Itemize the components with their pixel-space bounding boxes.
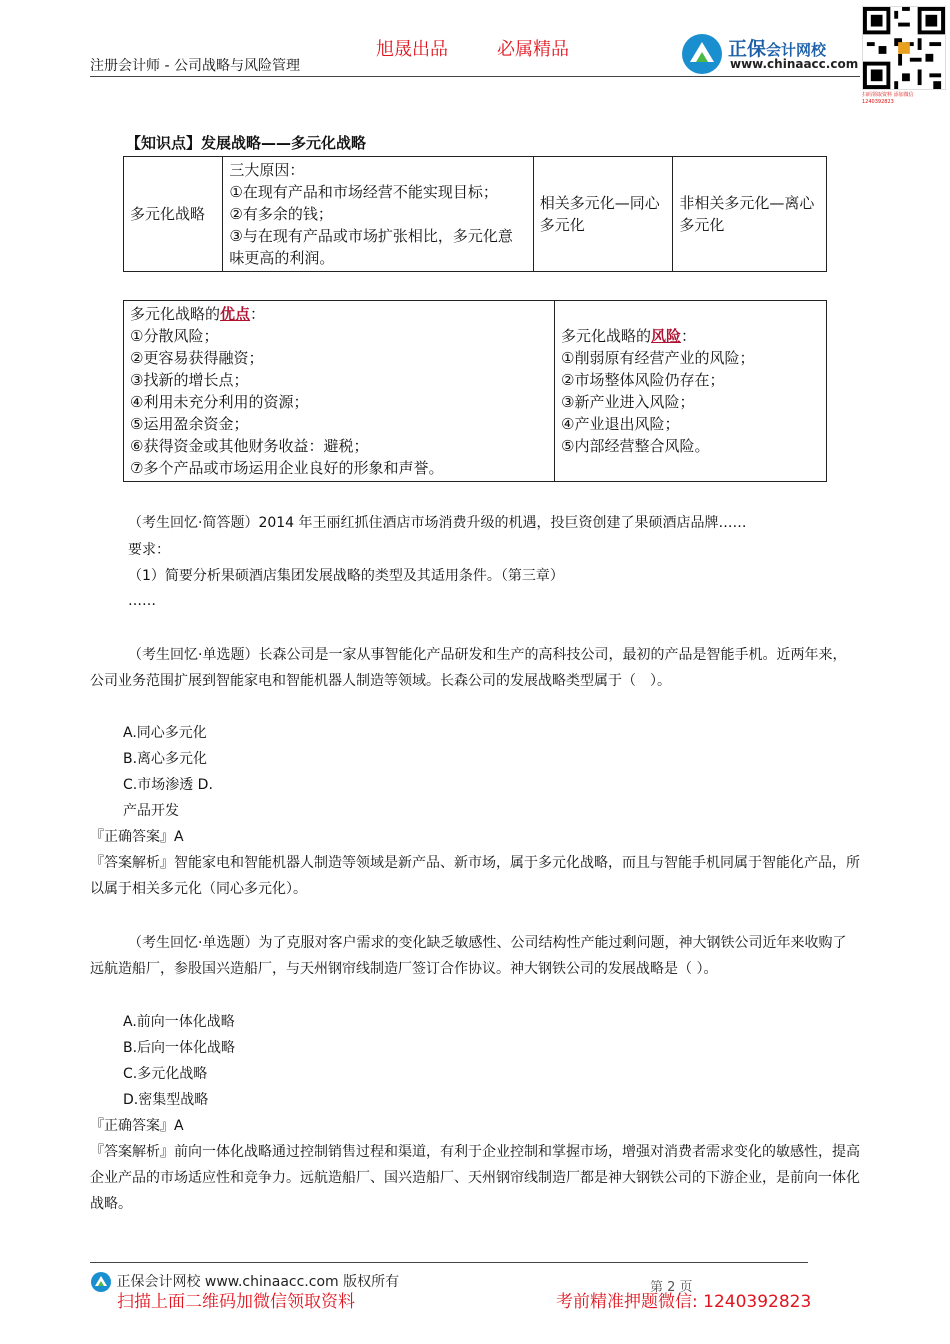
- advantages-cell: [124, 301, 555, 482]
- q2-option-b: B.离心多元化: [123, 751, 208, 767]
- q2-analysis: 『答案解析』智能家电和智能机器人制造等领域是新产品、新市场，属于多元化战略，而且与智能手机同属于智能化产品，所以属于相关多元化（同心多元化）。: [90, 855, 860, 897]
- q3-answer: 『正确答案』A: [90, 1118, 184, 1134]
- risk-item: ③新产业进入风险；: [561, 393, 695, 411]
- pros-risks-table: [123, 300, 827, 482]
- q1-stem: （考生回忆·简答题）2014 年王丽红抓住酒店市场消费升级的机遇，投巨资创建了果硕酒店品牌……: [128, 515, 747, 531]
- q1-ellipsis: ……: [128, 593, 156, 609]
- risks-heading: [561, 325, 820, 347]
- q3-stem: [90, 930, 860, 982]
- reason-item: ③与在现有产品或市场扩张相比，多元化意味更高的利润。: [229, 227, 513, 267]
- reason-item: ②有多余的钱；: [229, 205, 333, 223]
- logo-mark-icon: [680, 32, 724, 76]
- advantage-item: ②更容易获得融资；: [130, 349, 264, 367]
- advantage-item: ①分散风险；: [130, 327, 219, 345]
- advantage-item: ④利用未充分利用的资源；: [130, 393, 309, 411]
- footer-divider: [90, 1262, 808, 1263]
- reason-item: ①在现有产品和市场经营不能实现目标；: [229, 183, 498, 201]
- logo-url: www.chinaacc.com: [730, 57, 859, 71]
- q2-stem-text: （考生回忆·单选题）长森公司是一家从事智能化产品研发和生产的高科技公司，最初的产品是智能手机。近两年来，公司业务范围扩展到智能家电和智能机器人制造等领域。长森公司的发展战略类型属于（ ）。: [90, 647, 847, 689]
- footer-copyright-text: 正保会计网校 www.chinaacc.com 版权所有: [116, 1274, 400, 1290]
- q2-option-a: A.同心多元化: [123, 725, 207, 741]
- advantage-item: ⑤运用盈余资金；: [130, 415, 249, 433]
- advantages-heading: [130, 303, 548, 325]
- footer-promo-left: 扫描上面二维码加微信领取资料: [117, 1292, 355, 1312]
- risks-prefix: 多元化战略的: [561, 327, 652, 345]
- related-diversification-cell: 相关多元化—同心多元化: [533, 157, 673, 272]
- advantages-suffix: ：: [250, 305, 266, 323]
- unrelated-diversification-cell: 非相关多元化—离心多元化: [673, 157, 827, 272]
- footer-promo-right: 考前精准押题微信: 1240392823: [556, 1292, 812, 1312]
- q2-option-d: 产品开发: [123, 803, 179, 819]
- q3-analysis: 『答案解析』前向一体化战略通过控制销售过程和渠道，有利于企业控制和掌握市场，增强对消费者需求变化的敏感性，提高企业产品的市场适应性和竞争力。远航造船厂、国兴造船厂、天州钢帘线制造厂都是神大钢铁公司的下游企业，是前向一体化战略。: [90, 1144, 860, 1212]
- advantage-item: ⑦多个产品或市场运用企业良好的形象和声誉。: [130, 459, 444, 477]
- q3-option-b: B.后向一体化战略: [123, 1040, 236, 1056]
- q3-option-a: A.前向一体化战略: [123, 1014, 235, 1030]
- risk-item: ①削弱原有经营产业的风险；: [561, 349, 755, 367]
- subject-title: 注册会计师 - 公司战略与风险管理: [90, 58, 300, 74]
- slogan-left: 旭晟出品: [376, 39, 448, 60]
- reasons-title: 三大原因：: [229, 161, 305, 179]
- q3-option-d: D.密集型战略: [123, 1092, 209, 1108]
- strategy-table: [123, 156, 827, 272]
- risk-item: ④产业退出风险；: [561, 415, 680, 433]
- q2-answer: 『正确答案』A: [90, 829, 184, 845]
- footer-logo-icon: [90, 1271, 112, 1293]
- advantage-item: ⑥获得资金或其他财务收益：避税；: [130, 437, 369, 455]
- reasons-cell: [223, 157, 533, 272]
- advantage-item: ③找新的增长点；: [130, 371, 249, 389]
- advantages-keyword: 优点: [220, 305, 251, 323]
- strategy-label-cell: 多元化战略: [124, 157, 223, 272]
- qr-code-icon[interactable]: [862, 6, 946, 90]
- knowledge-point-title: 【知识点】发展战略——多元化战略: [126, 134, 367, 152]
- page-number: 第 2 页: [650, 1280, 693, 1295]
- q3-stem-text: （考生回忆·单选题）为了克服对客户需求的变化缺乏敏感性、公司结构性产能过剩问题，神大钢铁公司近年来收购了远航造船厂，参股国兴造船厂，与天州钢帘线制造厂签订合作协议。神大钢铁公司的发展战略是（ ）。: [90, 935, 847, 977]
- qr-note: 扫码领取资料 添加微信 1240392823: [862, 92, 914, 105]
- risks-keyword: 风险: [651, 327, 682, 345]
- slogan-right: 必属精品: [497, 39, 569, 60]
- q2-stem: [90, 642, 860, 694]
- logo-title-rest: 会计网校: [766, 41, 827, 59]
- risks-cell: [555, 301, 827, 482]
- risk-item: ②市场整体风险仍存在；: [561, 371, 725, 389]
- risk-item: ⑤内部经营整合风险。: [561, 437, 710, 455]
- q3-option-c: C.多元化战略: [123, 1066, 208, 1082]
- q1-requirement: 要求：: [128, 542, 170, 558]
- q2-option-c: C.市场渗透 D.: [123, 777, 213, 793]
- chinaacc-logo[interactable]: [680, 30, 859, 78]
- advantages-prefix: 多元化战略的: [130, 305, 221, 323]
- risks-suffix: ：: [681, 327, 697, 345]
- q1-item: （1）简要分析果硕酒店集团发展战略的类型及其适用条件。（第三章）: [128, 568, 564, 584]
- logo-title-main: 正保: [728, 38, 767, 60]
